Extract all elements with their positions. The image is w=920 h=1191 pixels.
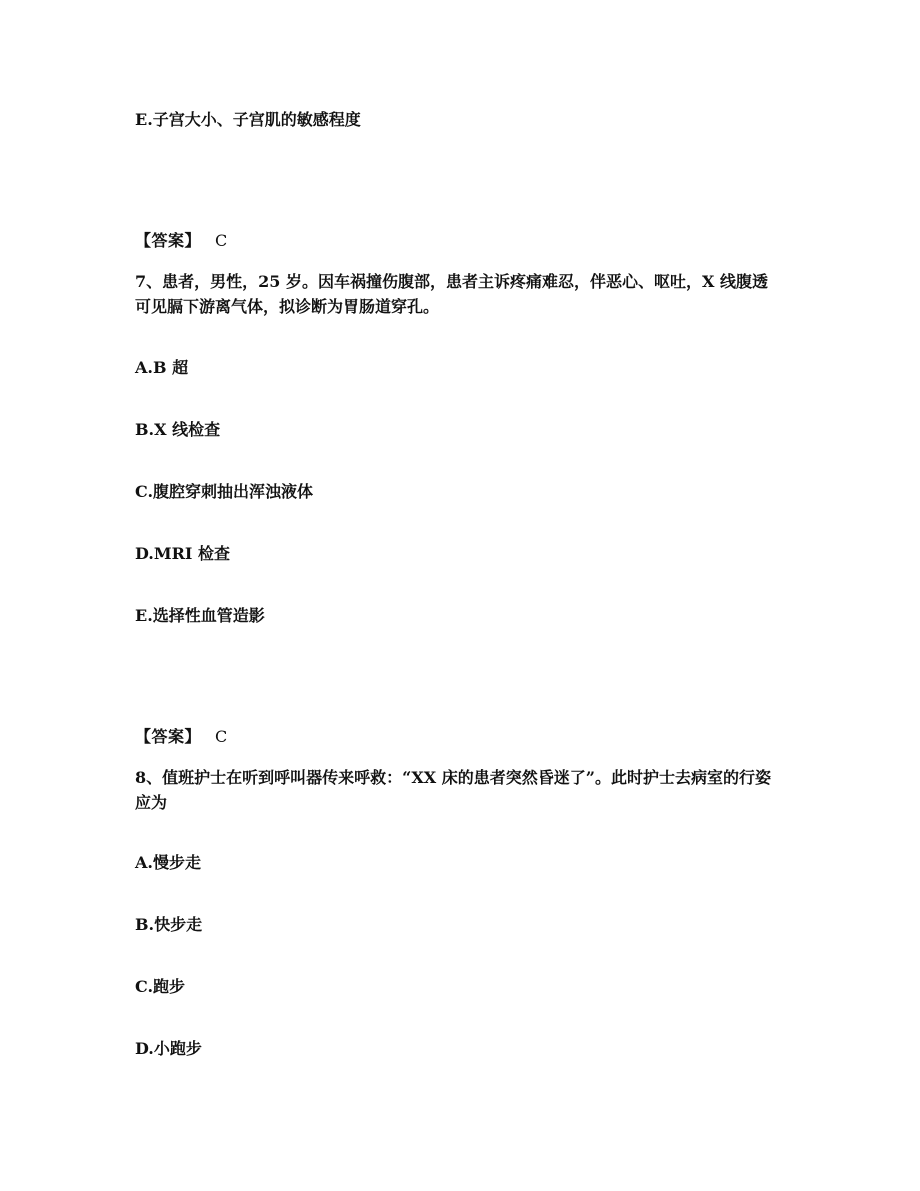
question-8-option-a: A.慢步走: [135, 853, 201, 872]
question-7-stem-line-1: 7、患者，男性，25 岁。因车祸撞伤腹部，患者主诉疼痛难忍，伴恶心、呕吐，X 线腹透: [135, 272, 768, 291]
question-7-option-d: D.MRI 检查: [135, 544, 230, 563]
answer-value: C: [215, 231, 228, 250]
question-7-option-b: B.X 线检查: [135, 420, 221, 439]
answer-7: [135, 727, 228, 747]
question-6-option-e: E.子宫大小、子宫肌的敏感程度: [135, 110, 361, 129]
answer-label: 【答案】: [135, 727, 202, 746]
question-8-option-d: D.小跑步: [135, 1039, 202, 1058]
answer-label: 【答案】: [135, 231, 202, 250]
question-8-stem-line-1: 8、值班护士在听到呼叫器传来呼救：“XX 床的患者突然昏迷了”。此时护士去病室的行姿: [135, 768, 771, 787]
answer-value: C: [215, 727, 228, 746]
question-8-option-b: B.快步走: [135, 915, 203, 934]
question-8-stem-line-2: 应为: [135, 793, 168, 812]
question-8-option-c: C.跑步: [135, 977, 186, 996]
question-7-option-e: E.选择性血管造影: [135, 606, 265, 625]
question-7-stem-line-2: 可见膈下游离气体，拟诊断为胃肠道穿孔。: [135, 297, 440, 316]
question-7-option-a: A.B 超: [135, 358, 189, 377]
answer-6: [135, 231, 228, 251]
question-7-option-c: C.腹腔穿刺抽出浑浊液体: [135, 482, 314, 501]
